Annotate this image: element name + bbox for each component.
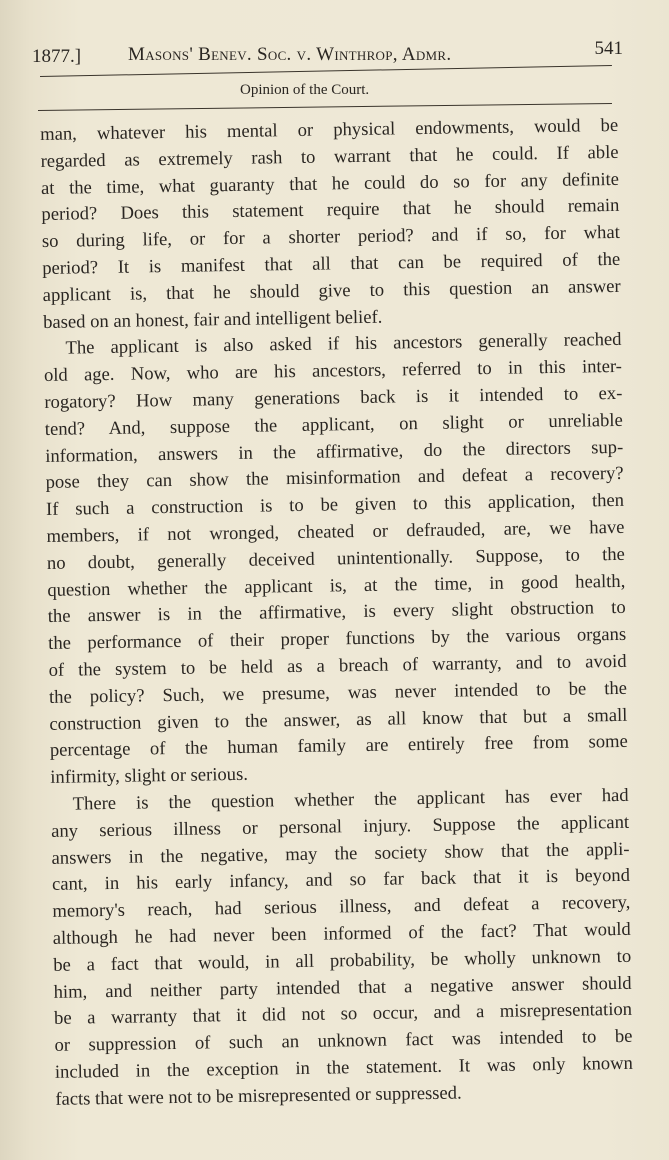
body-text	[40, 113, 634, 1113]
text-line: construction given to the answer, as all know that but a small	[49, 704, 628, 735]
paragraph	[51, 783, 634, 1114]
text-line: be a fact that would, in all probability, be wholly unknown to	[53, 945, 632, 976]
text-line: the performance of their proper functions by the various organs	[48, 623, 627, 655]
text-line: question whether the applicant is, at the time, in good health,	[47, 570, 626, 601]
section-heading: Opinion of the Court.	[240, 82, 370, 98]
text-line: period? It is manifest that all that can be required of the	[42, 248, 621, 279]
text-line: although he had never been informed of the fact? That would	[52, 918, 631, 949]
text-line: answers in the negative, may the society show that the appli-	[51, 838, 630, 869]
text-line: old age. Now, who are his ancestors, referred to in this inter-	[43, 356, 623, 387]
text-line: information, answers in the affirmative, do the directors sup-	[45, 436, 624, 467]
header-year: 1877.]	[32, 46, 82, 67]
text-line: the answer is in the affirmative, is every slight obstruction to	[47, 597, 626, 628]
page-number: 541	[594, 38, 623, 59]
text-line: at the time, what guaranty that he could do so for any definite	[40, 168, 620, 199]
text-line: included in the exception in the statement. It was only known	[54, 1052, 634, 1083]
text-line: be a warranty that it did not so occur, and a misrepresentation	[53, 999, 633, 1030]
text-line: There is the question whether the applicant has ever had	[72, 784, 629, 815]
header-case-title: Masons' Benev. Soc. v. Winthrop, Admr.	[128, 44, 452, 65]
running-header	[30, 38, 623, 68]
text-line: infirmity, slight or serious.	[50, 763, 249, 789]
text-line: members, if not wronged, cheated or defrauded, are, we have	[46, 516, 625, 547]
text-line: rogatory? How many generations back is it intended to ex-	[44, 382, 623, 413]
text-line: of the system to be held as a breach of warranty, and to avoid	[48, 650, 627, 681]
text-line: memory's reach, had serious illness, and defeat a recovery,	[52, 891, 631, 923]
text-line: tend? And, suppose the applicant, on slight or unreliable	[44, 409, 623, 440]
text-line: the policy? Such, we presume, was never intended to be the	[48, 677, 628, 708]
text-line: man, whatever his mental or physical endowments, would be	[40, 114, 619, 145]
header-rule-bottom	[38, 103, 612, 111]
text-line: so during life, or for a shorter period? and if so, for what	[41, 222, 620, 253]
text-line: no doubt, generally deceived unintentionally. Suppose, to the	[46, 543, 626, 574]
text-line: pose they can show the misinformation and defeat a recovery?	[45, 463, 624, 494]
text-line: regarded as extremely rash to warrant that he could. If able	[40, 141, 619, 172]
text-line: percentage of the human family are entirely free from some	[49, 731, 628, 762]
text-line: him, and neither party intended that a negative answer should	[53, 972, 632, 1003]
text-line: or suppression of such an unknown fact was intended to be	[54, 1025, 633, 1056]
text-line: If such a construction is to be given to this application, then	[45, 490, 625, 521]
text-line: The applicant is also asked if his ancestors generally reached	[65, 329, 622, 360]
text-line: cant, in his early infancy, and so far back that it is beyond	[51, 865, 631, 896]
text-line: applicant is, that he should give to this question an answer	[42, 275, 621, 306]
paragraph	[40, 113, 621, 336]
text-line: period? Does this statement require that he should remain	[41, 195, 620, 226]
paragraph	[43, 327, 628, 792]
text-line: facts that were not to be misrepresented or suppressed.	[55, 1082, 462, 1110]
text-line: any serious illness or personal injury. Suppose the applicant	[50, 811, 630, 842]
text-line: based on an honest, fair and intelligent belief.	[42, 306, 383, 333]
